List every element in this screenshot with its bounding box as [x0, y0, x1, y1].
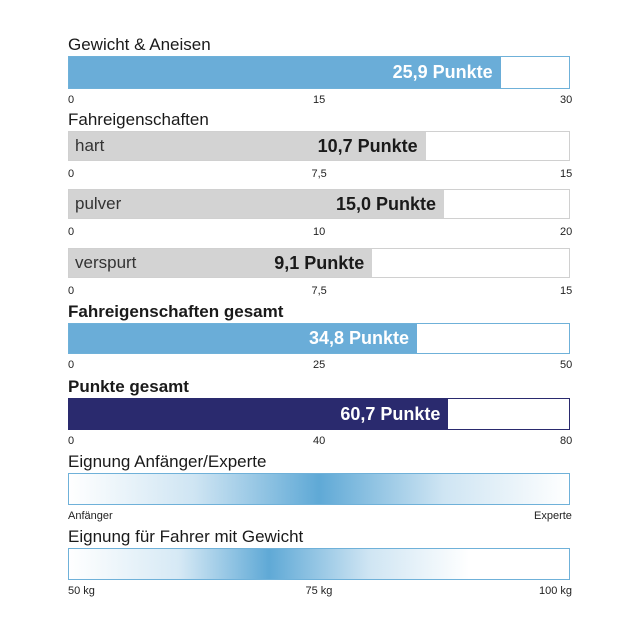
bar-category-hart: hart [75, 136, 105, 155]
bar-value-fahreigenschaften-gesamt: 34,8 Punkte [308, 328, 409, 348]
tick-label: 50 kg [68, 585, 95, 597]
tick-label: 80 [560, 435, 573, 447]
tick-label: 0 [68, 168, 75, 180]
gradient-bar-gewicht [68, 548, 570, 580]
tick-label: 7,5 [311, 168, 327, 180]
chart-title-eignung-gewicht: Eignung für Fahrer mit Gewicht [68, 527, 304, 546]
bar-category-verspurt: verspurt [75, 253, 137, 272]
tick-label: 10 [313, 226, 326, 238]
tick-label: Experte [534, 510, 572, 522]
tick-label: 0 [68, 359, 75, 371]
tick-label: 0 [68, 285, 75, 297]
chart-title-eignung-anfaenger-experte: Eignung Anfänger/Experte [68, 452, 267, 471]
bar-value-pulver: 15,0 Punkte [335, 193, 436, 214]
gradient-bar-anfaenger-experte [68, 473, 570, 505]
bar-value-punkte-gesamt: 60,7 Punkte [340, 403, 441, 424]
tick-label: 0 [68, 226, 75, 238]
tick-label: 25 [313, 359, 326, 371]
tick-label: 7,5 [311, 285, 327, 297]
tick-label: 0 [68, 435, 75, 447]
bar-track-pulver [68, 189, 570, 219]
chart-title-gewicht: Gewicht & Aneisen [68, 35, 211, 54]
bar-value-hart: 10,7 Punkte [317, 135, 418, 156]
bar-track-verspurt [68, 248, 570, 278]
tick-label: 100 kg [539, 585, 573, 597]
bar-track-gewicht [68, 56, 570, 89]
bar-track-punkte-gesamt [68, 398, 570, 430]
bar-category-pulver: pulver [75, 194, 122, 213]
tick-label: 15 [560, 285, 573, 297]
tick-label: 75 kg [305, 585, 333, 597]
tick-label: 40 [313, 435, 326, 447]
tick-label: 30 [560, 94, 573, 106]
tick-label: 15 [313, 94, 326, 106]
tick-label: 0 [68, 94, 75, 106]
tick-label: Anfänger [68, 510, 113, 522]
tick-label: 20 [560, 226, 573, 238]
chart-title-fahreigenschaften-gesamt: Fahreigenschaften gesamt [68, 302, 284, 321]
chart-title-fahreigenschaften: Fahreigenschaften [68, 110, 209, 129]
tick-label: 15 [560, 168, 573, 180]
bar-track-hart [68, 131, 570, 161]
tick-label: 50 [560, 359, 573, 371]
bar-value-verspurt: 9,1 Punkte [274, 252, 365, 273]
chart-title-punkte-gesamt: Punkte gesamt [68, 377, 189, 396]
bar-track-fahreigenschaften-gesamt [68, 323, 570, 354]
bar-value-gewicht: 25,9 Punkte [392, 62, 493, 82]
